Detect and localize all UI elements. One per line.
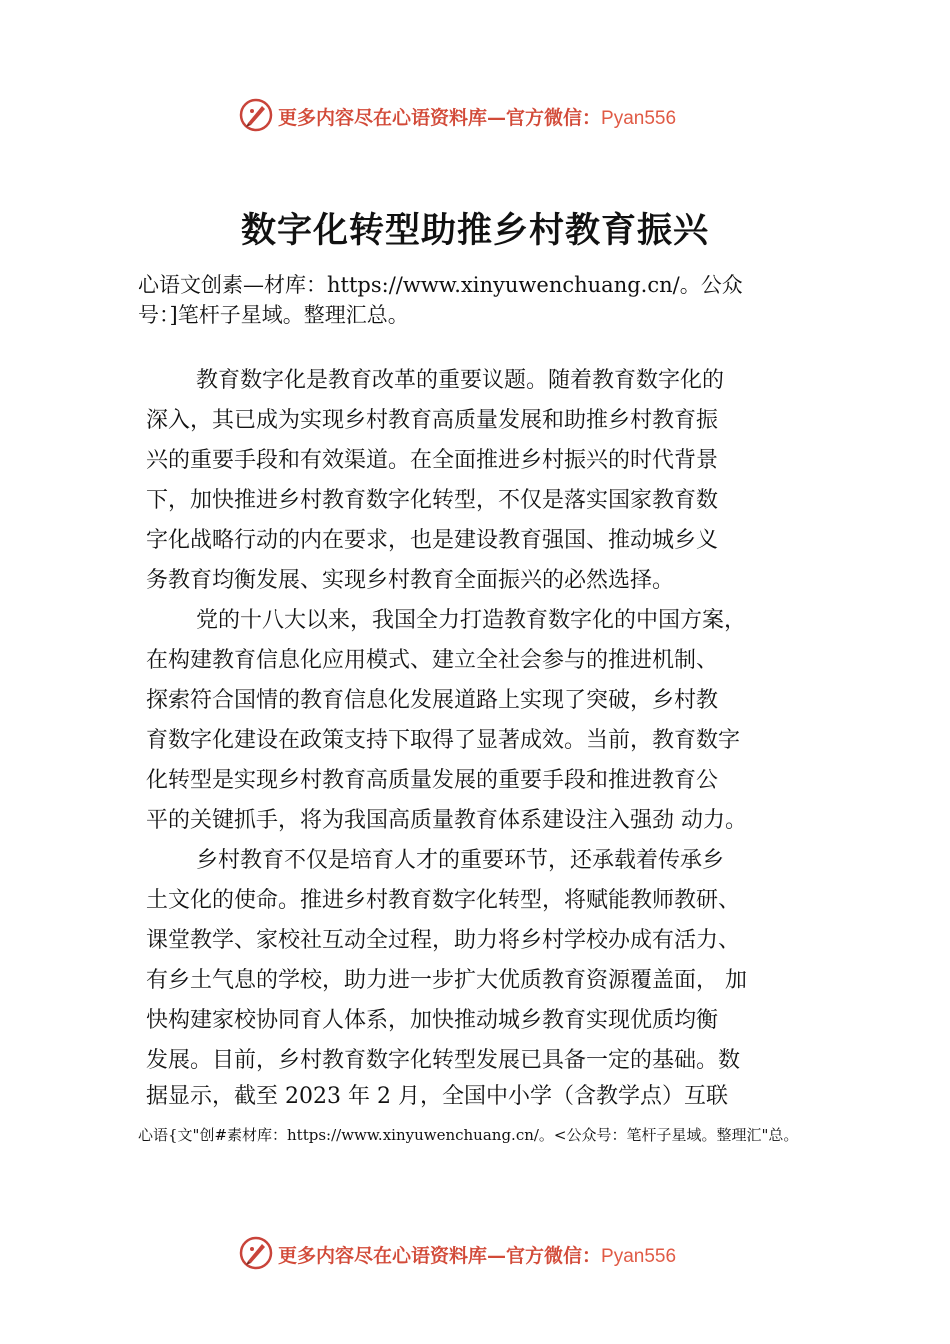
body-line: 有乡土气息的学校，助力进一步扩大优质教育资源覆盖面， 加: [146, 968, 747, 993]
banner-separator: —: [487, 1245, 507, 1267]
body-line: 在构建教育信息化应用模式、建立全社会参与的推进机制、: [146, 648, 719, 673]
banner-contact-label: 官方微信：: [506, 107, 602, 129]
body-line: 教育数字化是教育改革的重要议题。随着教育数字化的: [196, 368, 725, 393]
banner-wechat-id: Pyan556: [601, 108, 677, 129]
header-banner: [0, 95, 950, 135]
body-line: 快构建家校协同育人体系，加快推动城乡教育实现优质均衡: [146, 1008, 719, 1033]
body-line: 育数字化建设在政策支持下取得了显著成效。当前，教育数字: [146, 728, 741, 753]
banner-contact-label: 官方微信：: [506, 1245, 602, 1267]
source-line: 心语文创素—材库：https://www.xinyuwenchuang.cn/。公众: [138, 273, 743, 297]
banner-separator: —: [487, 107, 507, 129]
body-line: 平的关键抓手，将为我国高质量教育体系建设注入强劲 动力。: [146, 808, 747, 833]
banner-main-text: 更多内容尽在心语资料库: [278, 1245, 488, 1267]
footer-banner: [0, 1233, 950, 1273]
body-line: 深入，其已成为实现乡村教育高质量发展和助推乡村教育振: [146, 408, 719, 433]
banner-main-text: 更多内容尽在心语资料库: [278, 107, 488, 129]
footnote: 心语{文"创#素材库：https://www.xinyuwenchuang.cn/。<公众号：笔杆子星域。整理汇"总。: [138, 1126, 799, 1144]
body-line: 乡村教育不仅是培育人才的重要环节，还承载着传承乡: [196, 848, 725, 873]
body-line: 下，加快推进乡村教育数字化转型，不仅是落实国家教育数: [146, 488, 719, 513]
source-note: [138, 270, 838, 330]
body-line: 土文化的使命。推进乡村教育数字化转型，将赋能教师教研、: [146, 888, 741, 913]
body-line: 兴的重要手段和有效渠道。在全面推进乡村振兴的时代背景: [146, 448, 719, 473]
body-line: 务教育均衡发展、实现乡村教育全面振兴的必然选择。: [146, 568, 675, 593]
body-line: 化转型是实现乡村教育高质量发展的重要手段和推进教育公: [146, 768, 719, 793]
body-line: 据显示，截至 2023 年 2 月，全国中小学（含教学点）互联: [146, 1084, 728, 1109]
body-line: 字化战略行动的内在要求，也是建设教育强国、推动城乡义: [146, 528, 719, 553]
pen-seal-icon: [238, 1235, 274, 1271]
body-line: 课堂教学、家校社互动全过程，助力将乡村学校办成有活力、: [146, 928, 741, 953]
body-line: 发展。目前，乡村教育数字化转型发展已具备一定的基础。数: [146, 1048, 741, 1073]
banner-wechat-id: Pyan556: [601, 1246, 677, 1267]
pen-seal-icon: [238, 97, 274, 133]
document-title: 数字化转型助推乡村教育振兴: [240, 210, 709, 251]
body-line: 探索符合国情的教育信息化发展道路上实现了突破，乡村教: [146, 688, 719, 713]
source-line: 号：]笔杆子星域。整理汇总。: [138, 303, 409, 327]
body-line: 党的十八大以来，我国全力打造教育数字化的中国方案，: [196, 608, 747, 633]
